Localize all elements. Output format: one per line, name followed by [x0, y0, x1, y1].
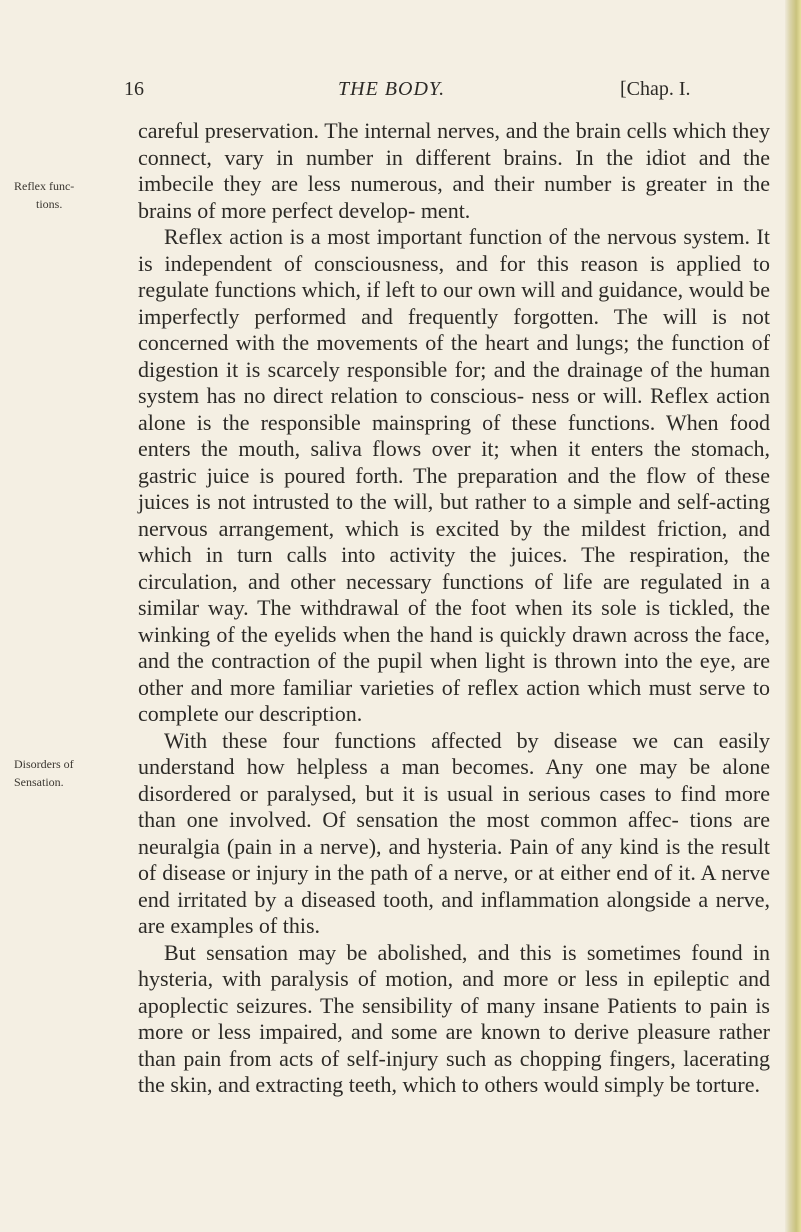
margin-note-line: Disorders of [14, 757, 74, 771]
margin-note-line: Reflex func- [14, 179, 75, 193]
paragraph-disorders-of-sensation: With these four functions affected by disease we can easily understand how helpless a man becomes. Any one may be alone disordered or paralysed, but it is usual in serious cases to find more than one involved. Of sensation the most common affec- tions are neuralgia (pain in a nerve), and hysteria. Pain of any kind is the result of disease or injury in the path of a nerve, or at either end of it. A nerve end irritated by a diseased tooth, and inflammation alongside a nerve, are examples of this. [138, 727, 770, 938]
margin-note-line: Sensation. [14, 775, 64, 789]
margin-note-line: tions. [36, 197, 63, 211]
margin-note-reflex-functions [14, 177, 114, 213]
paragraph-careful-preservation: careful preservation. The internal nerves, and the brain cells which they connect, vary in number in different brains. In the idiot and the imbecile they are less numerous, and their number is greater in the brains of more perfect develop- ment. [138, 118, 770, 223]
chapter-label: [Chap. I. [620, 78, 691, 100]
paragraph-sensation-abolished: But sensation may be abolished, and this is sometimes found in hysteria, with paralysis of motion, and more or less in epileptic and apoplectic seizures. The sensibility of many insane Patients to pain is more or less impaired, and some are known to derive pleasure rather than pain from acts of self-injury such as chopping fingers, lacerating the skin, and extracting teeth, which to others would simply be torture. [138, 939, 770, 1097]
paragraph-reflex-action: Reflex action is a most important function of the nervous system. It is independent of consciousness, and for this reason is applied to regulate functions which, if left to our own will and guidance, would be imperfectly performed and frequently forgotten. The will is not concerned with the movements of the heart and lungs; the function of digestion it is scarcely responsible for; and the drainage of the human system has no direct relation to conscious- ness or will. Reflex action alone is the responsible mainspring of these functions. When food enters the mouth, saliva flows over it; when it enters the stomach, gastric juice is poured forth. The preparation and the flow of these juices is not intrusted to the will, but rather to a simple and self-acting nervous arrangement, which is excited by the mildest friction, and which in turn calls into activity the juices. The respiration, the circulation, and other necessary functions of life are regulated in a similar way. The withdrawal of the foot when its sole is tickled, the winking of the eyelids when the hand is quickly drawn across the face, and the contraction of the pupil when light is thrown into the eye, are other and more familiar varieties of reflex action which must serve to complete our description. [138, 224, 770, 726]
page-edge-shadow [785, 0, 801, 1232]
running-header [0, 78, 801, 108]
margin-note-disorders-of-sensation [14, 755, 114, 791]
page-number: 16 [124, 78, 144, 100]
running-title: THE BODY. [338, 78, 446, 100]
body-text [138, 118, 770, 1099]
